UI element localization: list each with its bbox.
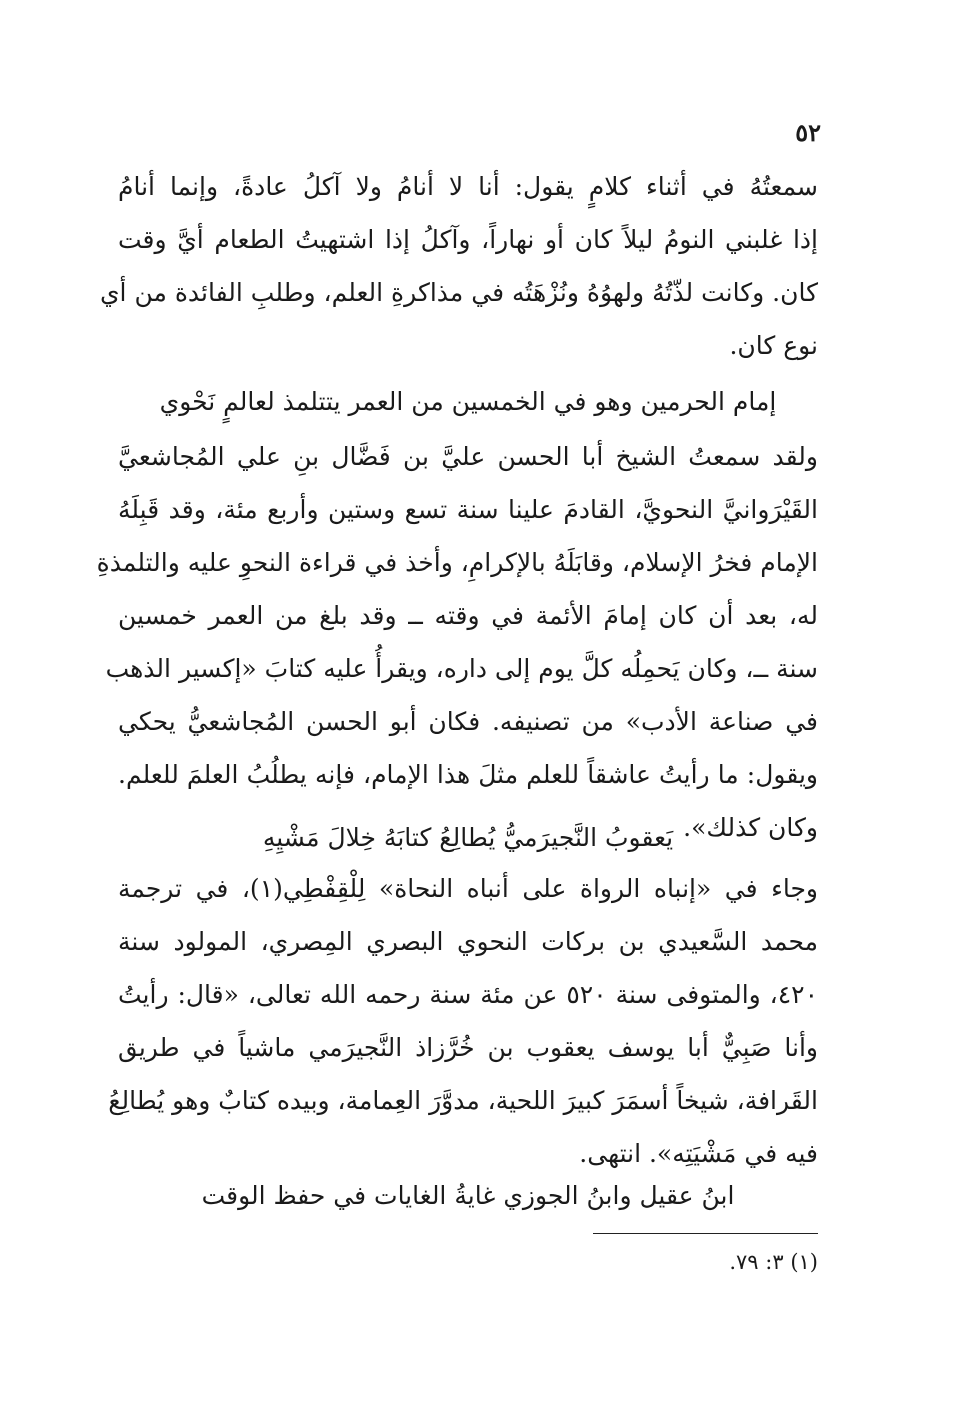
paragraph-intro bbox=[99, 160, 818, 372]
page-number: ٥٢ bbox=[795, 118, 821, 147]
text-line: وأنا صَبِيٌّ أبا يوسف يعقوب بن خُرَّزاذ النَّجيرَمي ماشياً في طريق bbox=[118, 1033, 818, 1062]
text-line: القَرافة، شيخاً أسمَرَ كبيرَ اللحية، مدوَّرَ العِمامة، وبيده كتابٌ وهو يُطالِعُ bbox=[108, 1086, 818, 1115]
text-line: وكان كذلك». bbox=[683, 813, 818, 842]
text-line: إذا غلبني النومُ ليلاً كان أو نهاراً، وآكلُ إذا اشتهيتُ الطعام أيَّ وقت bbox=[118, 225, 818, 254]
text-line: نوع كان. bbox=[729, 331, 818, 360]
paragraph-yaqub-al-najirami bbox=[108, 862, 819, 1180]
footnote: (١) ٣: ٧٩. bbox=[729, 1250, 818, 1274]
text-line: القَيْرَوانيَّ النحويَّ، القادمَ علينا سنة تسع وستين وأربع مئة، وقد قَبِلَهُ bbox=[118, 495, 818, 524]
text-line: في صناعة الأدب» من تصنيفه. فكان أبو الحسن المُجاشعيُّ يحكي bbox=[118, 707, 818, 736]
text-line: ولقد سمعتُ الشيخ أبا الحسن عليَّ بن فَضَّال بنِ علي المُجاشعيَّ bbox=[118, 442, 818, 471]
section-heading-ibn-aqil: ابنُ عقيل وابنُ الجوزي غايةُ الغايات في حفظ الوقت bbox=[201, 1181, 735, 1210]
paragraph-imam-al-haramayn bbox=[96, 430, 818, 854]
footnote-divider bbox=[593, 1233, 818, 1234]
section-heading-imam-al-haramayn: إمام الحرمين وهو في الخمسين من العمر يتتلمذ لعالمٍ نَحْوي bbox=[159, 387, 777, 416]
text-line: الإمام فخرُ الإسلام، وقابَلَهُ بالإكرامِ، وأخذ في قراءة النحوِ عليه والتلمذةِ bbox=[96, 548, 818, 577]
text-line: سنة ــ، وكان يَحمِلُه كلَّ يوم إلى داره، ويقرأُ عليه كتابَ «إكسير الذهب bbox=[105, 654, 818, 683]
section-heading-yaqub-al-najirami: يَعقوبُ النَّجيرَميُّ يُطالِعُ كتابَهُ خِلالَ مَشْيِهِ bbox=[262, 823, 674, 852]
text-line: ويقول: ما رأيتُ عاشقاً للعلم مثلَ هذا الإمام، فإنه يطلُبُ العلمَ للعلم. bbox=[118, 760, 818, 789]
text-line: فيه في مَشْيَتِه». انتهى. bbox=[579, 1139, 818, 1168]
text-line: محمد السَّعيدي بن بركات النحوي البصري المِصري، المولود سنة bbox=[118, 927, 818, 956]
text-line: له، بعد أن كان إمامَ الأئمة في وقته ــ وقد بلغ من العمر خمسين bbox=[118, 601, 818, 630]
text-line: وجاء في «إنباه الرواة على أنباه النحاة» لِلْقِفْطِي(١)، في ترجمة bbox=[118, 874, 818, 903]
text-line: سمعتُهُ في أثناء كلامٍ يقول: أنا لا أنامُ ولا آكلُ عادةً، وإنما أنامُ bbox=[118, 172, 818, 201]
text-line: ٤٢٠، والمتوفى سنة ٥٢٠ عن مئة سنة رحمه الله تعالى، «قال: رأيتُ bbox=[118, 980, 819, 1009]
text-line: كان. وكانت لذّتُهُ ولهوُهُ ونُزْهَتُه في مذاكرةِ العلم، وطلبِ الفائدة من أي bbox=[99, 278, 818, 307]
